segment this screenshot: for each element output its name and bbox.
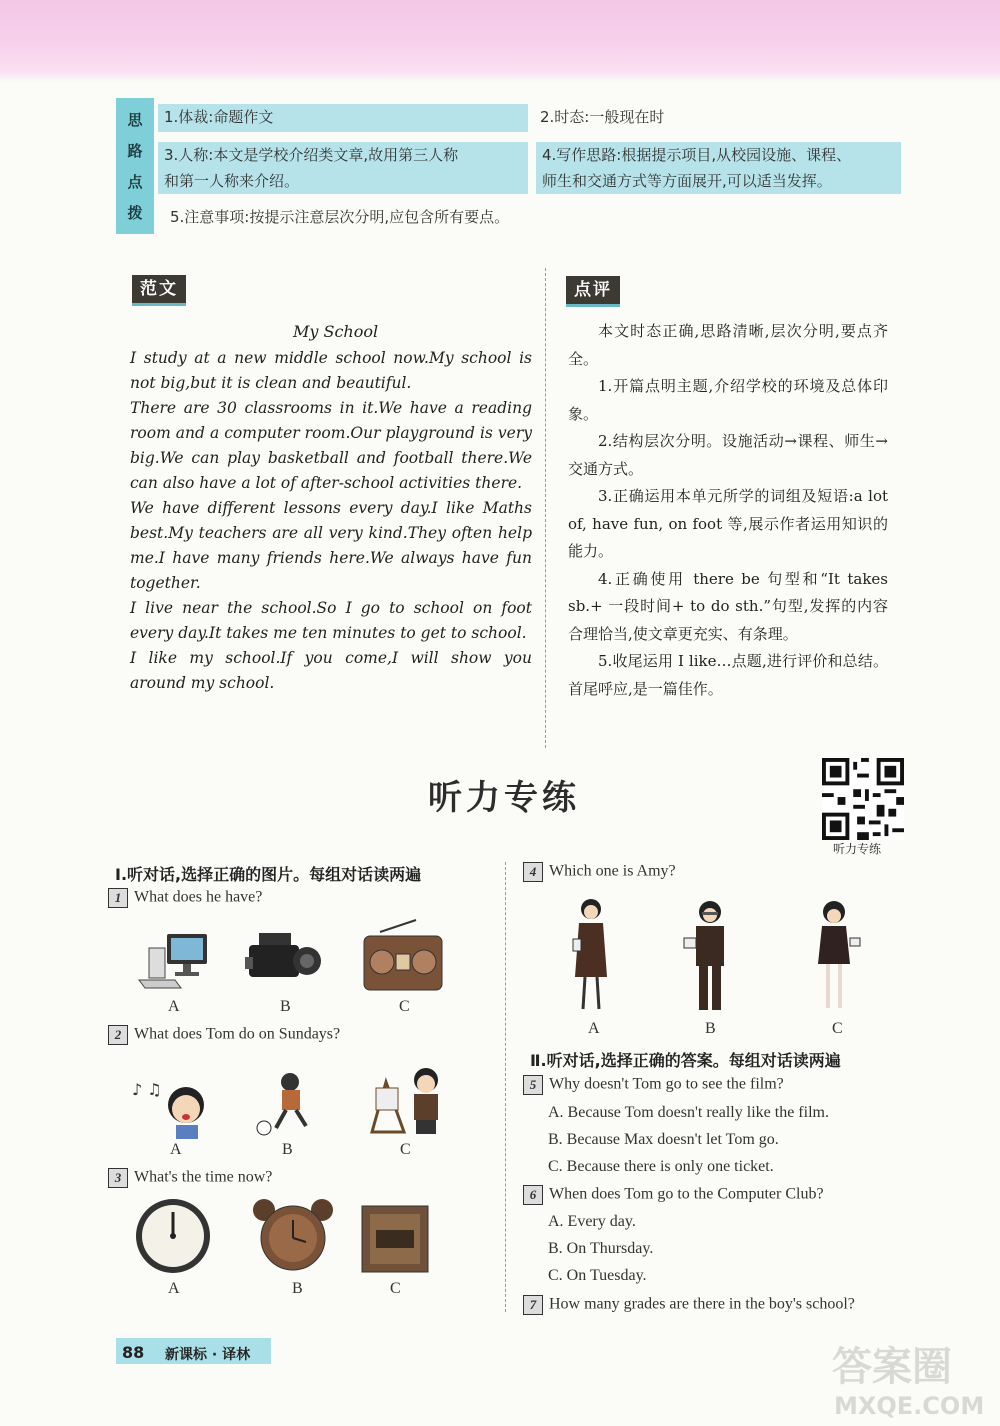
tip-person (158, 142, 528, 194)
question-number: 2 (108, 1025, 128, 1045)
section-title: 听力专练 (428, 778, 580, 818)
option-label: C (390, 1280, 401, 1297)
series-name: 新课标 · 译林 (165, 1347, 251, 1363)
option-label: C (400, 1141, 411, 1158)
question-text: How many grades are there in the boy's school? (549, 1295, 855, 1313)
option-label: B (292, 1280, 303, 1297)
radio-picture[interactable] (360, 918, 446, 993)
option-label: A (168, 998, 180, 1015)
question-7 (523, 1295, 855, 1315)
svg-text:♪ ♫: ♪ ♫ (132, 1080, 162, 1099)
page-number: 88 (122, 1343, 145, 1362)
part-2-heading: Ⅱ.听对话,选择正确的答案。每组对话读两遍 (530, 1051, 841, 1070)
qr-caption: 听力专练 (833, 842, 882, 856)
comment-paragraph: 1.开篇点明主题,介绍学校的环境及总体印象。 (568, 377, 888, 423)
essay-tag: 范文 (132, 275, 186, 306)
tips-label-char: 拨 (127, 204, 143, 222)
question-5 (523, 1075, 784, 1095)
watermark-logo (826, 1334, 986, 1420)
question-text: What does he have? (134, 888, 263, 906)
question-text: Why doesn't Tom go to see the film? (549, 1075, 784, 1093)
qr-code[interactable] (822, 758, 904, 840)
tips-label (116, 98, 154, 234)
computer-picture[interactable] (135, 930, 215, 990)
answer-option[interactable]: B. On Thursday. (548, 1240, 654, 1257)
answer-option[interactable]: B. Because Max doesn't let Tom go. (548, 1131, 779, 1148)
answer-option[interactable]: C. Because there is only one ticket. (548, 1158, 774, 1175)
comment-paragraph: 2.结构层次分明。设施活动→课程、师生→交通方式。 (568, 432, 888, 478)
singing-boy-picture[interactable] (132, 1075, 212, 1141)
comment-paragraph: 5.收尾运用 I like…点题,进行评价和总结。首尾呼应,是一篇佳作。 (568, 652, 888, 698)
essay-title: My School (293, 322, 379, 341)
painting-boy-picture[interactable] (368, 1062, 448, 1138)
option-label: A (170, 1141, 182, 1158)
tip-idea (536, 142, 901, 194)
wall-clock-picture[interactable] (133, 1196, 213, 1276)
tip-idea-line: 师生和交通方式等方面展开,可以适当发挥。 (542, 172, 832, 190)
question-number: 5 (523, 1075, 543, 1095)
question-number: 1 (108, 888, 128, 908)
question-text: What's the time now? (134, 1168, 273, 1186)
comment-paragraph: 3.正确运用本单元所学的词组及短语:a lot of, have fun, on foot 等,展示作者运用知识的能力。 (568, 487, 888, 560)
option-label: C (832, 1020, 843, 1037)
answer-option[interactable]: A. Every day. (548, 1213, 636, 1230)
comment-body (568, 318, 888, 703)
question-3 (108, 1168, 272, 1188)
tip-notes: 5.注意事项:按提示注意层次分明,应包含所有要点。 (170, 208, 510, 226)
option-label: B (280, 998, 291, 1015)
part-1-heading: Ⅰ.听对话,选择正确的图片。每组对话读两遍 (115, 865, 422, 884)
question-text: Which one is Amy? (549, 862, 676, 880)
answer-option[interactable]: A. Because Tom doesn't really like the film. (548, 1104, 829, 1121)
girl-c-picture[interactable] (810, 898, 866, 1014)
essay-paragraph: I study at a new middle school now.My school is not big,but it is clean and beautiful. (130, 349, 532, 392)
tips-label-char: 点 (127, 173, 143, 191)
column-divider (545, 268, 546, 748)
essay-paragraph: We have different lessons every day.I like Maths best.My teachers are all very kind.They often help me.I have many friends here.We always have fun together. (130, 499, 532, 592)
option-label: B (705, 1020, 716, 1037)
tips-label-char: 思 (127, 111, 143, 129)
tip-person-line: 3.人称:本文是学校介绍类文章,故用第三人称 (164, 146, 459, 164)
question-text: When does Tom go to the Computer Club? (549, 1185, 824, 1203)
question-text: What does Tom do on Sundays? (134, 1025, 341, 1043)
question-number: 3 (108, 1168, 128, 1188)
tip-person-line: 和第一人称来介绍。 (164, 172, 300, 190)
comment-tag: 点评 (566, 276, 620, 307)
tips-box (116, 98, 901, 234)
option-label: C (399, 998, 410, 1015)
question-6 (523, 1185, 824, 1205)
comment-paragraph: 4.正确使用 there be 句型和“It takes sb.+ 一段时间+ to do sth.”句型,发挥的内容合理恰当,使文章更充实、有条理。 (568, 569, 888, 643)
answer-option[interactable]: C. On Tuesday. (548, 1267, 647, 1284)
watermark-text: 答案圈 (832, 1344, 952, 1390)
tip-idea-line: 4.写作思路:根据提示项目,从校园设施、课程、 (542, 146, 852, 164)
essay-body (130, 346, 532, 696)
question-1 (108, 888, 262, 908)
tip-tense: 2.时态:一般现在时 (540, 108, 665, 126)
comment-paragraph: 本文时态正确,思路清晰,层次分明,要点齐全。 (568, 322, 888, 368)
essay-paragraph: I live near the school.So I go to school on foot every day.It takes me ten minutes to get to school. (130, 599, 532, 642)
essay-paragraph: There are 30 classrooms in it.We have a reading room and a computer room.Our playground is very big.We can play basketball and football there.We can also have a lot of after-school activities there. (130, 399, 532, 492)
question-number: 7 (523, 1295, 543, 1315)
girl-a-picture[interactable] (565, 895, 617, 1015)
question-number: 4 (523, 862, 543, 882)
option-label: A (168, 1280, 180, 1297)
digital-clock-picture[interactable] (360, 1204, 430, 1274)
woman-b-picture[interactable] (680, 898, 740, 1016)
football-boy-picture[interactable] (254, 1070, 326, 1138)
watermark-url: MXQE.COM (834, 1392, 985, 1420)
option-label: A (588, 1020, 600, 1037)
question-2 (108, 1025, 340, 1045)
column-divider (505, 862, 506, 1312)
question-4 (523, 862, 676, 882)
top-banner (0, 0, 1000, 82)
video-camera-picture[interactable] (243, 925, 328, 990)
alarm-clock-picture[interactable] (248, 1194, 338, 1276)
essay-paragraph: I like my school.If you come,I will show you around my school. (130, 649, 532, 692)
question-number: 6 (523, 1185, 543, 1205)
option-label: B (282, 1141, 293, 1158)
tip-genre: 1.体裁:命题作文 (158, 104, 528, 132)
tips-label-char: 路 (127, 142, 143, 160)
